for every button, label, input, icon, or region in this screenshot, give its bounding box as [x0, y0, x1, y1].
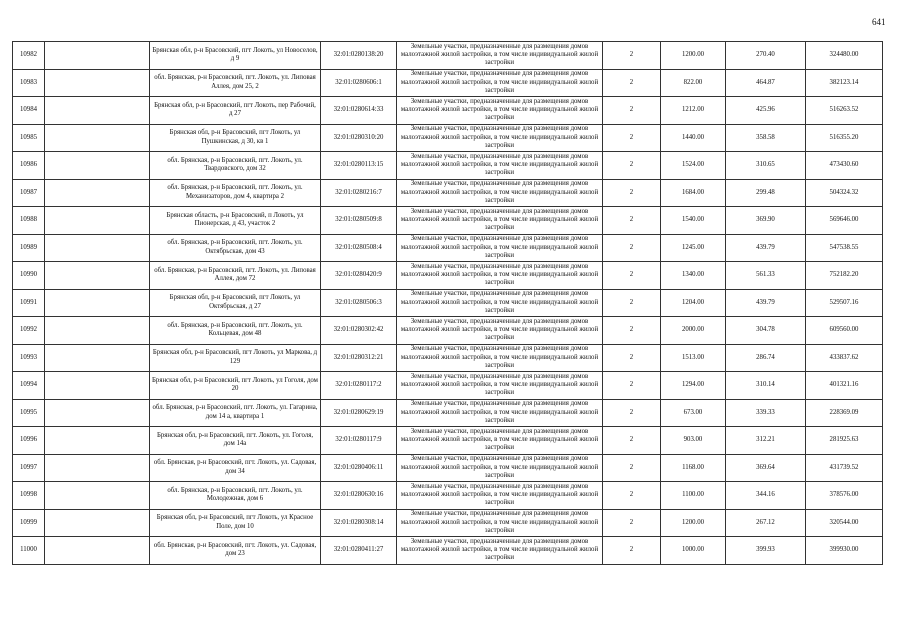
area-cell: 903.00 — [661, 427, 726, 455]
row-number-cell: 11000 — [13, 537, 45, 565]
empty-cell — [45, 69, 150, 97]
permitted-use-cell: Земельные участки, предназначенные для размещения домов малоэтажной жилой застройки, в том числе индивидуальной жилой застройки — [397, 124, 603, 152]
unit-value-cell: 267.12 — [726, 509, 806, 537]
cadastral-value-cell: 433837.62 — [806, 344, 883, 372]
category-cell: 2 — [603, 179, 661, 207]
cadastral-number-cell: 32:01:0280606:1 — [321, 69, 397, 97]
cadastral-value-cell: 516263.52 — [806, 97, 883, 125]
address-cell: Брянская область, р-н Брасовский, п Локоть, ул Пионерская, д 43, участок 2 — [150, 207, 321, 235]
empty-cell — [45, 427, 150, 455]
permitted-use-cell: Земельные участки, предназначенные для размещения домов малоэтажной жилой застройки, в том числе индивидуальной жилой застройки — [397, 372, 603, 400]
area-cell: 1440.00 — [661, 124, 726, 152]
category-cell: 2 — [603, 207, 661, 235]
cadastral-number-cell: 32:01:0280308:14 — [321, 509, 397, 537]
row-number-cell: 10985 — [13, 124, 45, 152]
unit-value-cell: 312.21 — [726, 427, 806, 455]
category-cell: 2 — [603, 399, 661, 427]
address-cell: Брянская обл, р-н Брасовский, пгт Локоть, ул Новоселов, д 9 — [150, 42, 321, 70]
cadastral-value-cell: 320544.00 — [806, 509, 883, 537]
table-row — [13, 42, 883, 70]
address-cell: обл. Брянская, р-н Брасовский, пгт. Локоть, ул. Твардовского, дом 32 — [150, 152, 321, 180]
empty-cell — [45, 97, 150, 125]
area-cell: 1212.00 — [661, 97, 726, 125]
area-cell: 673.00 — [661, 399, 726, 427]
cadastral-value-cell: 547538.55 — [806, 234, 883, 262]
cadastral-value-cell: 569646.00 — [806, 207, 883, 235]
empty-cell — [45, 289, 150, 317]
area-cell: 1524.00 — [661, 152, 726, 180]
category-cell: 2 — [603, 69, 661, 97]
cadastral-number-cell: 32:01:0280420:9 — [321, 262, 397, 290]
permitted-use-cell: Земельные участки, предназначенные для размещения домов малоэтажной жилой застройки, в том числе индивидуальной жилой застройки — [397, 42, 603, 70]
row-number-cell: 10993 — [13, 344, 45, 372]
cadastral-value-cell: 399930.00 — [806, 537, 883, 565]
table-row — [13, 289, 883, 317]
cadastral-number-cell: 32:01:0280216:7 — [321, 179, 397, 207]
permitted-use-cell: Земельные участки, предназначенные для размещения домов малоэтажной жилой застройки, в том числе индивидуальной жилой застройки — [397, 509, 603, 537]
category-cell: 2 — [603, 289, 661, 317]
category-cell: 2 — [603, 427, 661, 455]
category-cell: 2 — [603, 42, 661, 70]
category-cell: 2 — [603, 124, 661, 152]
permitted-use-cell: Земельные участки, предназначенные для размещения домов малоэтажной жилой застройки, в том числе индивидуальной жилой застройки — [397, 97, 603, 125]
row-number-cell: 10984 — [13, 97, 45, 125]
area-cell: 1200.00 — [661, 509, 726, 537]
row-number-cell: 10988 — [13, 207, 45, 235]
address-cell: обл. Брянская, р-н Брасовский, пгт. Локоть, ул. Кольцевая, дом 48 — [150, 317, 321, 345]
unit-value-cell: 270.40 — [726, 42, 806, 70]
permitted-use-cell: Земельные участки, предназначенные для размещения домов малоэтажной жилой застройки, в том числе индивидуальной жилой застройки — [397, 317, 603, 345]
unit-value-cell: 425.96 — [726, 97, 806, 125]
unit-value-cell: 439.79 — [726, 289, 806, 317]
cadastral-value-cell: 401321.16 — [806, 372, 883, 400]
empty-cell — [45, 344, 150, 372]
cadastral-number-cell: 32:01:0280302:42 — [321, 317, 397, 345]
row-number-cell: 10998 — [13, 482, 45, 510]
cadastral-number-cell: 32:01:0280117:9 — [321, 427, 397, 455]
permitted-use-cell: Земельные участки, предназначенные для размещения домов малоэтажной жилой застройки, в том числе индивидуальной жилой застройки — [397, 454, 603, 482]
cadastral-number-cell: 32:01:0280508:4 — [321, 234, 397, 262]
cadastral-number-cell: 32:01:0280629:19 — [321, 399, 397, 427]
cadastral-number-cell: 32:01:0280117:2 — [321, 372, 397, 400]
area-cell: 1245.00 — [661, 234, 726, 262]
empty-cell — [45, 207, 150, 235]
registry-table — [12, 41, 883, 565]
row-number-cell: 10983 — [13, 69, 45, 97]
category-cell: 2 — [603, 234, 661, 262]
cadastral-value-cell: 281925.63 — [806, 427, 883, 455]
cadastral-number-cell: 32:01:0280506:3 — [321, 289, 397, 317]
area-cell: 822.00 — [661, 69, 726, 97]
address-cell: Брянская обл, р-н Брасовский, пгт Локоть, ул Красное Поле, дом 10 — [150, 509, 321, 537]
empty-cell — [45, 179, 150, 207]
row-number-cell: 10996 — [13, 427, 45, 455]
cadastral-number-cell: 32:01:0280630:16 — [321, 482, 397, 510]
area-cell: 1513.00 — [661, 344, 726, 372]
category-cell: 2 — [603, 97, 661, 125]
category-cell: 2 — [603, 372, 661, 400]
row-number-cell: 10986 — [13, 152, 45, 180]
table-row — [13, 454, 883, 482]
table-row — [13, 317, 883, 345]
category-cell: 2 — [603, 509, 661, 537]
unit-value-cell: 299.48 — [726, 179, 806, 207]
cadastral-number-cell: 32:01:0280509:8 — [321, 207, 397, 235]
table-row — [13, 97, 883, 125]
permitted-use-cell: Земельные участки, предназначенные для размещения домов малоэтажной жилой застройки, в том числе индивидуальной жилой застройки — [397, 427, 603, 455]
cadastral-number-cell: 32:01:0280614:33 — [321, 97, 397, 125]
unit-value-cell: 304.78 — [726, 317, 806, 345]
category-cell: 2 — [603, 537, 661, 565]
cadastral-value-cell: 529507.16 — [806, 289, 883, 317]
cadastral-value-cell: 609560.00 — [806, 317, 883, 345]
unit-value-cell: 286.74 — [726, 344, 806, 372]
address-cell: Брянская обл, р-н Брасовский, пгт Локоть, ул Гоголя, дом 20 — [150, 372, 321, 400]
unit-value-cell: 310.65 — [726, 152, 806, 180]
unit-value-cell: 344.16 — [726, 482, 806, 510]
table-row — [13, 207, 883, 235]
address-cell: обл. Брянская, р-н Брасовский, пгт. Локоть, ул. Липовая Аллея, дом 72 — [150, 262, 321, 290]
address-cell: обл. Брянская, р-н Брасовский, пгт. Локоть, ул. Механизаторов, дом 4, квартира 2 — [150, 179, 321, 207]
area-cell: 1000.00 — [661, 537, 726, 565]
table-row — [13, 179, 883, 207]
row-number-cell: 10991 — [13, 289, 45, 317]
address-cell: Брянская обл, р-н Брасовский, пгт Локоть, ул Маркова, д 129 — [150, 344, 321, 372]
row-number-cell: 10992 — [13, 317, 45, 345]
permitted-use-cell: Земельные участки, предназначенные для размещения домов малоэтажной жилой застройки, в том числе индивидуальной жилой застройки — [397, 482, 603, 510]
area-cell: 1168.00 — [661, 454, 726, 482]
empty-cell — [45, 509, 150, 537]
address-cell: обл. Брянская, р-н Брасовский, пгт. Локоть, ул. Садовая, дом 23 — [150, 537, 321, 565]
address-cell: Брянская обл, р-н Брасовский, пгт. Локоть, ул. Гоголя, дом 14а — [150, 427, 321, 455]
cadastral-value-cell: 516355.20 — [806, 124, 883, 152]
area-cell: 1294.00 — [661, 372, 726, 400]
page-number: 641 — [872, 17, 886, 27]
empty-cell — [45, 42, 150, 70]
unit-value-cell: 561.33 — [726, 262, 806, 290]
cadastral-value-cell: 382123.14 — [806, 69, 883, 97]
unit-value-cell: 369.64 — [726, 454, 806, 482]
cadastral-value-cell: 431739.52 — [806, 454, 883, 482]
cadastral-number-cell: 32:01:0280406:11 — [321, 454, 397, 482]
table-row — [13, 262, 883, 290]
category-cell: 2 — [603, 482, 661, 510]
permitted-use-cell: Земельные участки, предназначенные для размещения домов малоэтажной жилой застройки, в том числе индивидуальной жилой застройки — [397, 289, 603, 317]
category-cell: 2 — [603, 262, 661, 290]
permitted-use-cell: Земельные участки, предназначенные для размещения домов малоэтажной жилой застройки, в том числе индивидуальной жилой застройки — [397, 179, 603, 207]
permitted-use-cell: Земельные участки, предназначенные для размещения домов малоэтажной жилой застройки, в том числе индивидуальной жилой застройки — [397, 262, 603, 290]
cadastral-number-cell: 32:01:0280138:20 — [321, 42, 397, 70]
table-row — [13, 344, 883, 372]
permitted-use-cell: Земельные участки, предназначенные для размещения домов малоэтажной жилой застройки, в том числе индивидуальной жилой застройки — [397, 537, 603, 565]
row-number-cell: 10997 — [13, 454, 45, 482]
area-cell: 1200.00 — [661, 42, 726, 70]
empty-cell — [45, 317, 150, 345]
empty-cell — [45, 152, 150, 180]
area-cell: 1684.00 — [661, 179, 726, 207]
row-number-cell: 10995 — [13, 399, 45, 427]
row-number-cell: 10999 — [13, 509, 45, 537]
address-cell: Брянская обл, р-н Брасовский, пгт Локоть, ул Пушкинская, д 30, кв 1 — [150, 124, 321, 152]
cadastral-number-cell: 32:01:0280113:15 — [321, 152, 397, 180]
empty-cell — [45, 482, 150, 510]
unit-value-cell: 369.90 — [726, 207, 806, 235]
table-row — [13, 69, 883, 97]
row-number-cell: 10987 — [13, 179, 45, 207]
cadastral-value-cell: 378576.00 — [806, 482, 883, 510]
row-number-cell: 10994 — [13, 372, 45, 400]
address-cell: обл. Брянская, р-н Брасовский, пгт. Локоть, ул. Молодежная, дом 6 — [150, 482, 321, 510]
area-cell: 1340.00 — [661, 262, 726, 290]
empty-cell — [45, 262, 150, 290]
cadastral-value-cell: 473430.60 — [806, 152, 883, 180]
address-cell: обл. Брянская, р-н Брасовский, пгт. Локоть, ул. Липовая Аллея, дом 25, 2 — [150, 69, 321, 97]
table-row — [13, 124, 883, 152]
address-cell: Брянская обл, р-н Брасовский, пгт Локоть, ул Октябрьская, д 27 — [150, 289, 321, 317]
address-cell: обл. Брянская, р-н Брасовский, пгт. Локоть, ул. Гагарина, дом 14 а, квартира 1 — [150, 399, 321, 427]
registry-table-body — [13, 42, 883, 565]
unit-value-cell: 464.87 — [726, 69, 806, 97]
empty-cell — [45, 372, 150, 400]
permitted-use-cell: Земельные участки, предназначенные для размещения домов малоэтажной жилой застройки, в том числе индивидуальной жилой застройки — [397, 344, 603, 372]
unit-value-cell: 310.14 — [726, 372, 806, 400]
permitted-use-cell: Земельные участки, предназначенные для размещения домов малоэтажной жилой застройки, в том числе индивидуальной жилой застройки — [397, 234, 603, 262]
table-row — [13, 372, 883, 400]
table-row — [13, 399, 883, 427]
empty-cell — [45, 454, 150, 482]
permitted-use-cell: Земельные участки, предназначенные для размещения домов малоэтажной жилой застройки, в том числе индивидуальной жилой застройки — [397, 152, 603, 180]
unit-value-cell: 358.58 — [726, 124, 806, 152]
area-cell: 2000.00 — [661, 317, 726, 345]
address-cell: обл. Брянская, р-н Брасовский, пгт. Локоть, ул. Садовая, дом 34 — [150, 454, 321, 482]
permitted-use-cell: Земельные участки, предназначенные для размещения домов малоэтажной жилой застройки, в том числе индивидуальной жилой застройки — [397, 207, 603, 235]
address-cell: Брянская обл, р-н Брасовский, пгт Локоть, пер Рабочий, д 27 — [150, 97, 321, 125]
permitted-use-cell: Земельные участки, предназначенные для размещения домов малоэтажной жилой застройки, в том числе индивидуальной жилой застройки — [397, 399, 603, 427]
cadastral-number-cell: 32:01:0280411:27 — [321, 537, 397, 565]
address-cell: обл. Брянская, р-н Брасовский, пгт. Локоть, ул. Октябрьская, дом 43 — [150, 234, 321, 262]
table-row — [13, 234, 883, 262]
row-number-cell: 10990 — [13, 262, 45, 290]
cadastral-number-cell: 32:01:0280310:20 — [321, 124, 397, 152]
category-cell: 2 — [603, 317, 661, 345]
empty-cell — [45, 234, 150, 262]
area-cell: 1100.00 — [661, 482, 726, 510]
empty-cell — [45, 537, 150, 565]
category-cell: 2 — [603, 344, 661, 372]
unit-value-cell: 439.79 — [726, 234, 806, 262]
cadastral-value-cell: 752182.20 — [806, 262, 883, 290]
area-cell: 1204.00 — [661, 289, 726, 317]
row-number-cell: 10989 — [13, 234, 45, 262]
empty-cell — [45, 399, 150, 427]
table-row — [13, 537, 883, 565]
table-row — [13, 427, 883, 455]
cadastral-value-cell: 324480.00 — [806, 42, 883, 70]
unit-value-cell: 339.33 — [726, 399, 806, 427]
permitted-use-cell: Земельные участки, предназначенные для размещения домов малоэтажной жилой застройки, в том числе индивидуальной жилой застройки — [397, 69, 603, 97]
category-cell: 2 — [603, 152, 661, 180]
table-row — [13, 509, 883, 537]
row-number-cell: 10982 — [13, 42, 45, 70]
table-row — [13, 482, 883, 510]
cadastral-value-cell: 504324.32 — [806, 179, 883, 207]
table-row — [13, 152, 883, 180]
cadastral-value-cell: 228369.09 — [806, 399, 883, 427]
empty-cell — [45, 124, 150, 152]
category-cell: 2 — [603, 454, 661, 482]
cadastral-number-cell: 32:01:0280312:21 — [321, 344, 397, 372]
unit-value-cell: 399.93 — [726, 537, 806, 565]
area-cell: 1540.00 — [661, 207, 726, 235]
